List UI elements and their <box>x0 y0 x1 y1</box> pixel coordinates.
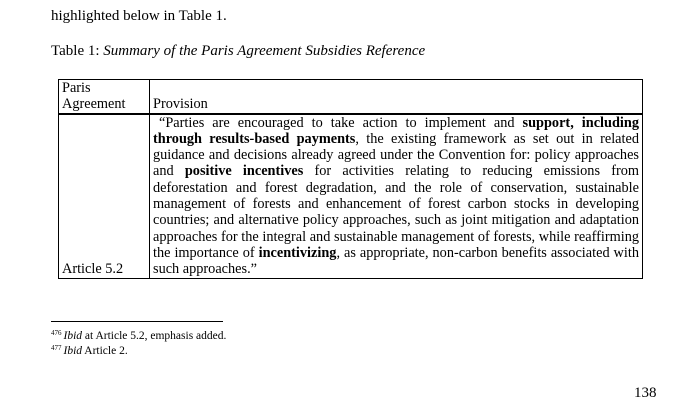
provision-text-segment: for activities relating to reducing emissions from deforestation and forest degradation, and the role of conservation, sustainable management of forests and enhancement of forest carbon stocks in developing countries; and alternative policy approaches, such as joint mitigation and adaptation approaches for the integral and sustainable management of forests, while reaffirming the importance of <box>153 163 640 261</box>
provision-paragraph <box>153 115 639 278</box>
table-header-row <box>59 80 643 114</box>
header-provision: Provision <box>150 80 643 114</box>
caption-label: Table 1: <box>51 43 104 59</box>
footnote-separator <box>51 321 223 322</box>
caption-title: Summary of the Paris Agreement Subsidies Reference <box>103 43 426 59</box>
provision-emphasis: support, including through results-based payments <box>153 114 639 147</box>
footnote-text: at Article 5.2, emphasis added. <box>82 330 227 342</box>
header-paris-agreement: Paris Agreement <box>59 80 150 114</box>
footnote-ibid: Ibid <box>63 345 83 357</box>
intro-text: highlighted below in Table 1. <box>51 8 227 24</box>
provision-cell <box>150 114 643 278</box>
table-caption <box>51 43 425 60</box>
provision-text-segment: “Parties are encouraged to take action to implement and <box>159 114 523 131</box>
footnote-ibid: Ibid <box>63 330 83 342</box>
provision-emphasis: incentivizing <box>258 244 337 261</box>
page-number: 138 <box>634 385 657 401</box>
footnote-476 <box>51 329 226 342</box>
table-row <box>59 114 643 278</box>
provision-text-segment: , as appropriate, non-carbon benefits associated with such approaches.” <box>153 244 639 278</box>
footnote-number: 477 <box>51 344 62 352</box>
footnote-number: 476 <box>51 329 62 337</box>
provision-emphasis: positive incentives <box>184 163 304 180</box>
provision-text-segment: , the existing framework as set out in related guidance and decisions already agreed under the Convention for: policy approaches and <box>153 130 639 180</box>
footnote-text: Article 2. <box>82 345 128 357</box>
paris-agreement-table <box>58 79 643 279</box>
footnote-477 <box>51 344 128 357</box>
article-cell: Article 5.2 <box>59 114 150 278</box>
